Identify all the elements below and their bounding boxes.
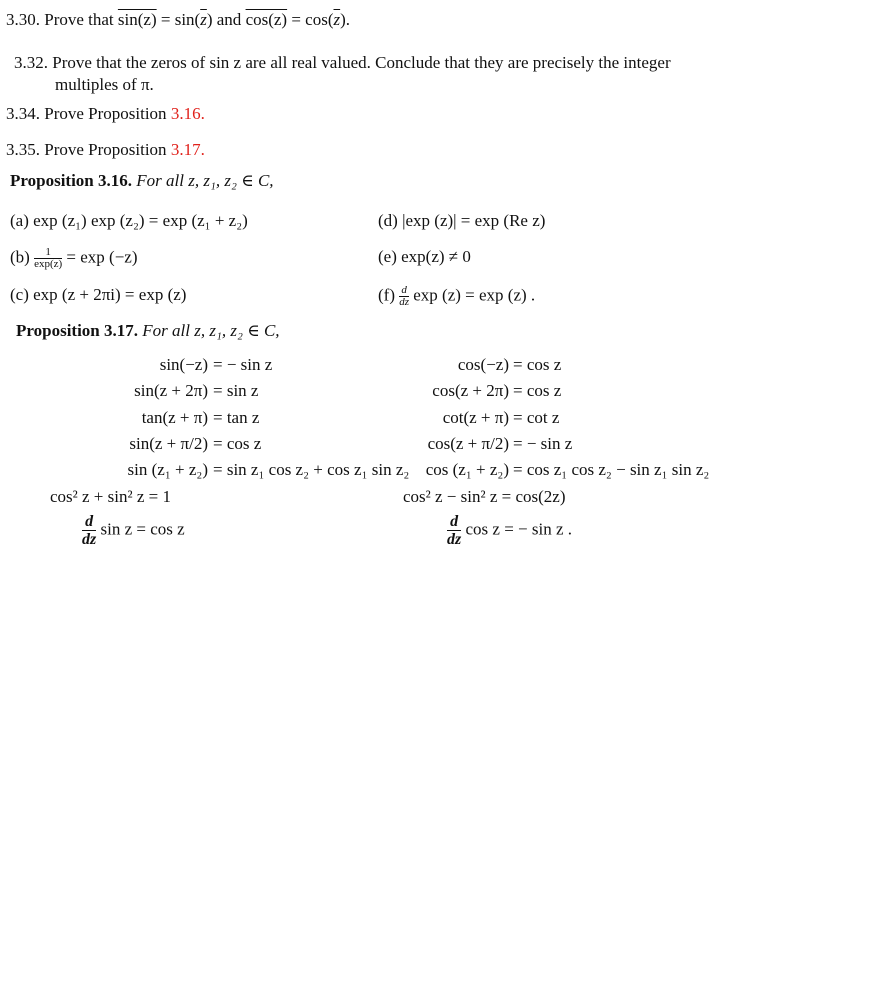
derivative-fraction (82, 513, 96, 548)
item-label: (d) (378, 211, 398, 230)
prop317-right-lhs-5: cos (z₁ + z₂) (425, 460, 509, 479)
prop317-right-lhs-3: cot(z + π) (442, 408, 509, 427)
equation-rhs: cos z = − sin z . (465, 519, 572, 539)
fraction-denominator: dz (82, 531, 97, 548)
equation-lhs: cos² z + sin² z (50, 487, 145, 506)
item-label: (f) (378, 285, 395, 305)
exercise-3-34 (6, 104, 205, 124)
exercise-text: Prove Proposition (44, 140, 167, 159)
fraction-denominator: dz (399, 296, 410, 308)
proposition-link[interactable]: 3.17 (170, 140, 201, 159)
fraction-numerator: 1 (34, 247, 62, 259)
link-period: . (200, 140, 205, 159)
formula-text: = sin( (160, 10, 201, 29)
exercise-3-30 (6, 10, 350, 30)
exercise-text: multiples of π. (55, 75, 154, 94)
exercise-number: 3.35. (6, 140, 40, 159)
equation-rhs: = cos(2z) (501, 487, 566, 506)
link-period: . (200, 104, 205, 123)
prop317-right-lhs-4: cos(z + π/2) (427, 434, 509, 453)
fraction-denominator: dz (447, 531, 462, 548)
exercise-text: Prove that (44, 10, 114, 29)
prop317-right-rhs-2: = cos z (513, 381, 562, 400)
prop317-left-eq-6 (50, 487, 171, 507)
exercise-3-35 (6, 140, 205, 160)
fraction-numerator: d (447, 513, 461, 531)
equation-rhs: sin z = cos z (100, 519, 185, 539)
prop317-left-eq-7 (82, 513, 185, 548)
exercise-number: 3.32. (14, 53, 48, 72)
prop317-left-rhs-5: = sin z₁ cos z₂ + cos z₁ sin z₂ (213, 460, 410, 479)
equation-rhs: = 1 (148, 487, 171, 506)
derivative-fraction (447, 513, 461, 548)
proposition-statement: For all z, z₁, z₂ ∈ C, (142, 321, 280, 340)
proposition-3-16-heading (10, 171, 274, 191)
proposition-label: Proposition 3.16. (10, 171, 133, 190)
prop317-left-rhs-1: = − sin z (213, 355, 273, 374)
prop316-item-d (378, 211, 545, 231)
prop317-right-rhs-4: = − sin z (513, 434, 573, 453)
item-formula: = exp (−z) (66, 247, 138, 267)
exercise-3-32 (14, 53, 671, 73)
prop317-right-lhs-1: cos(−z) (457, 355, 509, 374)
formula-cos-conj: cos(z) (245, 10, 288, 29)
prop317-left-lhs-2: sin(z + 2π) (134, 381, 208, 400)
fraction-numerator: d (82, 513, 96, 531)
formula-text: = cos( (291, 10, 334, 29)
prop317-right-eq-6 (403, 487, 566, 507)
prop317-left-lhs-4: sin(z + π/2) (129, 434, 208, 453)
exercise-text: Prove Proposition (44, 104, 167, 123)
prop316-item-a (10, 211, 248, 231)
formula-text: ) and (206, 10, 242, 29)
prop316-item-b (10, 247, 138, 270)
proposition-statement: For all z, z₁, z₂ ∈ C, (136, 171, 274, 190)
prop316-item-f (378, 285, 535, 308)
exercise-number: 3.30. (6, 10, 40, 29)
exercise-number: 3.34. (6, 104, 40, 123)
prop317-right-rhs-1: = cos z (513, 355, 562, 374)
item-formula: exp (z₁) exp (z₂) = exp (z₁ + z₂) (33, 211, 248, 230)
prop316-item-e (378, 247, 471, 267)
prop317-right-lhs-2: cos(z + 2π) (432, 381, 509, 400)
prop317-right-rhs-3: = cot z (513, 408, 560, 427)
prop317-left-lhs-1: sin(−z) (159, 355, 208, 374)
proposition-link[interactable]: 3.16 (170, 104, 201, 123)
fraction-denominator: exp(z) (34, 258, 63, 270)
prop317-left-lhs-5: sin (z₁ + z₂) (127, 460, 208, 479)
formula-zbar: $\overline{z}$ (200, 10, 207, 29)
item-label: (c) (10, 285, 29, 304)
prop317-left-rhs-3: = tan z (213, 408, 260, 427)
item-label: (a) (10, 211, 29, 230)
prop317-left-rhs-4: = cos z (213, 434, 262, 453)
formula-sin-conj: sin(z) (117, 10, 157, 29)
fraction (34, 247, 62, 270)
fraction-numerator: d (399, 285, 409, 297)
derivative-fraction (399, 285, 409, 308)
item-formula: exp (z) = exp (z) . (413, 285, 536, 305)
proposition-label: Proposition 3.17. (16, 321, 139, 340)
proposition-3-17-heading (16, 321, 280, 341)
item-label: (b) (10, 247, 30, 267)
prop317-right-rhs-5: = cos z₁ cos z₂ − sin z₁ sin z₂ (513, 460, 710, 479)
exercise-text: Prove that the zeros of sin z are all real valued. Conclude that they are precisely the integer (52, 53, 671, 72)
formula-text: ). (340, 10, 351, 29)
prop317-left-rhs-2: = sin z (213, 381, 259, 400)
item-label: (e) (378, 247, 397, 266)
prop316-item-c (10, 285, 186, 305)
equation-lhs: cos² z − sin² z (403, 487, 498, 506)
item-formula: |exp (z)| = exp (Re z) (402, 211, 546, 230)
prop317-left-lhs-3: tan(z + π) (141, 408, 208, 427)
exercise-3-32-cont (55, 75, 154, 95)
item-formula: exp(z) ≠ 0 (401, 247, 471, 266)
prop317-right-eq-7 (447, 513, 572, 548)
formula-zbar: $\overline{z}$ (333, 10, 341, 29)
item-formula: exp (z + 2πi) = exp (z) (33, 285, 187, 304)
